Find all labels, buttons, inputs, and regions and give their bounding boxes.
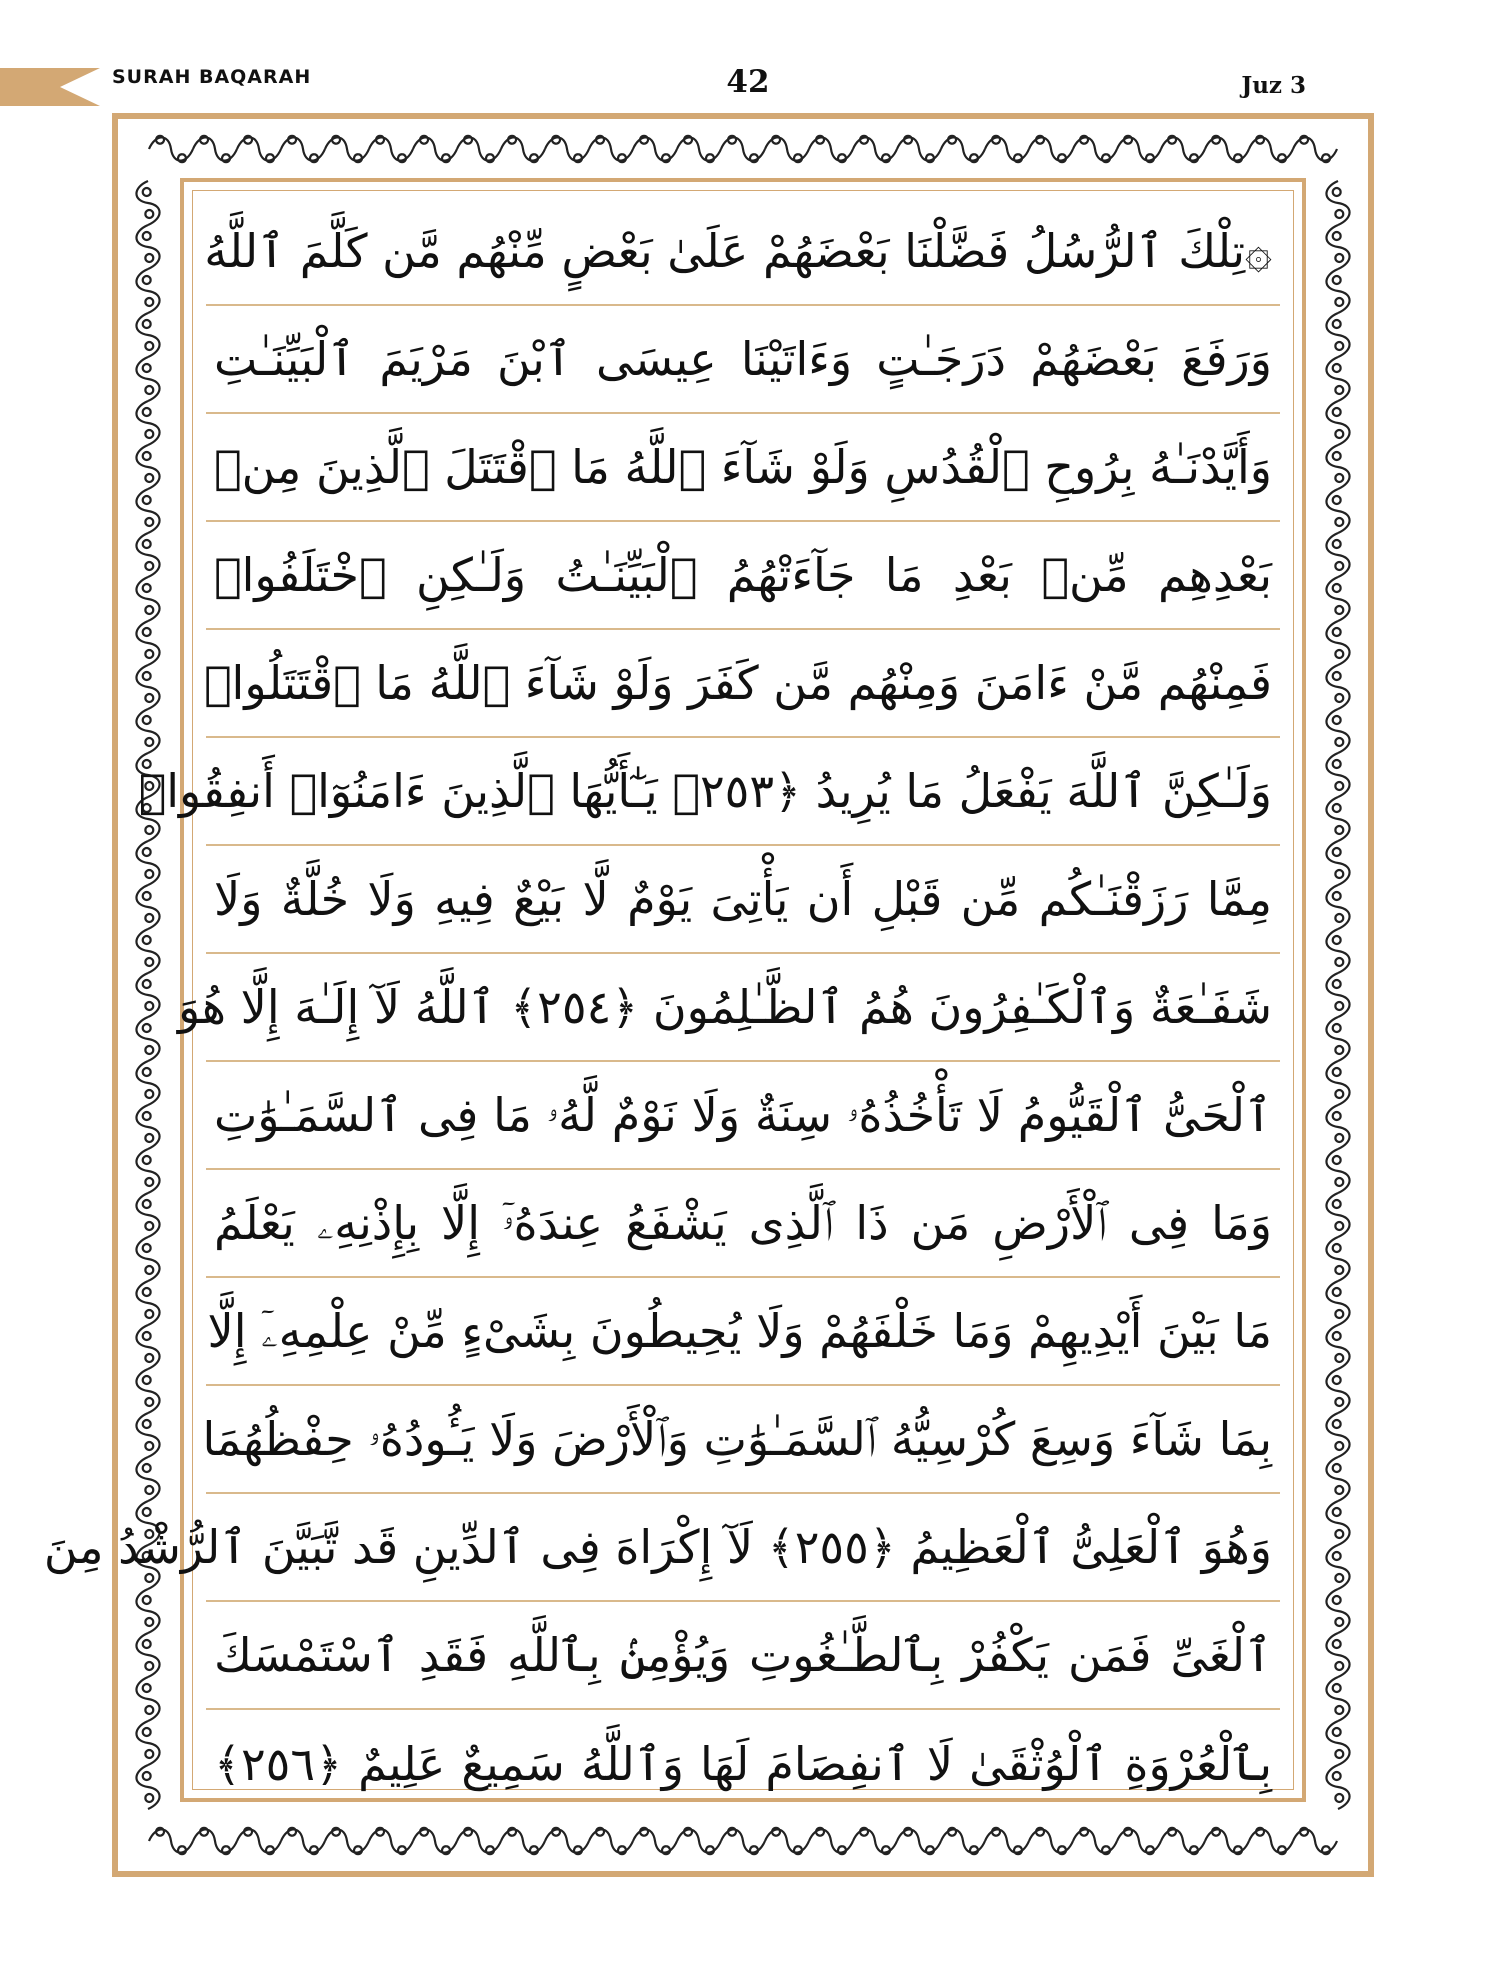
verse-line-8 (178, 954, 1280, 1062)
ornament-band-top (128, 127, 1358, 171)
verse-line-10 (206, 1170, 1280, 1278)
verse-line-14 (206, 1602, 1280, 1710)
verse-line-text: ٱلْغَىِّ فَمَن يَكْفُرْ بِٱلطَّـٰغُوتِ وَيُؤْمِنۢ بِٱللَّهِ فَقَدِ ٱسْتَمْسَكَ (214, 1628, 1272, 1682)
verse-line-13 (43, 1494, 1280, 1602)
verse-line-4 (206, 522, 1280, 630)
verse-line-text: شَفَـٰعَةٌ وَٱلْكَـٰفِرُونَ هُمُ ٱلظَّـٰلِمُونَ ﴿٢٥٤﴾ ٱللَّهُ لَآ إِلَـٰهَ إِلَّا هُوَ (178, 980, 1272, 1034)
text-panel (43, 178, 1306, 1802)
orn-top-svg (128, 127, 1358, 171)
page-number: 42 (726, 64, 770, 100)
verse-line-text: مَا بَيْنَ أَيْدِيهِمْ وَمَا خَلْفَهُمْ وَلَا يُحِيطُونَ بِشَىْءٍ مِّنْ عِلْمِهِۦٓ إِلَّا (207, 1304, 1272, 1358)
page-frame (43, 113, 1374, 1877)
juz-label: Juz 3 (1241, 72, 1306, 99)
ornament-band-right (1316, 171, 1360, 1819)
verse-line-11 (206, 1278, 1280, 1386)
verse-line-text: وَرَفَعَ بَعْضَهُمْ دَرَجَـٰتٍ وَءَاتَيْنَا عِيسَى ٱبْنَ مَرْيَمَ ٱلْبَيِّنَـٰتِ (214, 332, 1272, 386)
verse-line-text: وَلَـٰكِنَّ ٱللَّهَ يَفْعَلُ مَا يُرِيدُ ﴿٢٥٣﴾ يَـٰٓأَيُّهَا ٱلَّذِينَ ءَامَنُوٓا۟ أَنفِقُوا۟ (138, 764, 1272, 818)
verse-line-text: بَعْدِهِم مِّنۢ بَعْدِ مَا جَآءَتْهُمُ ٱلْبَيِّنَـٰتُ وَلَـٰكِنِ ٱخْتَلَفُوا۟ (214, 548, 1272, 602)
verse-line-2 (206, 306, 1280, 414)
verse-lines (43, 198, 1280, 1791)
verse-line-1 (206, 198, 1280, 306)
verse-line-text: مِمَّا رَزَقْنَـٰكُم مِّن قَبْلِ أَن يَأْتِىَ يَوْمٌ لَّا بَيْعٌ فِيهِ وَلَا خُلَّةٌ وَلَا (214, 872, 1272, 926)
verse-line-7 (206, 846, 1280, 954)
verse-line-text: وَمَا فِى ٱلْأَرْضِ مَن ذَا ٱلَّذِى يَشْفَعُ عِندَهُۥٓ إِلَّا بِإِذْنِهِۦ يَعْلَمُ (214, 1196, 1272, 1250)
orn-bottom-svg (128, 1819, 1358, 1863)
verse-line-5 (203, 630, 1280, 738)
verse-line-15 (206, 1710, 1280, 1818)
verse-line-text: ۞تِلْكَ ٱلرُّسُلُ فَضَّلْنَا بَعْضَهُمْ عَلَىٰ بَعْضٍ مِّنْهُم مَّن كَلَّمَ ٱللَّهُ (204, 224, 1272, 278)
surah-title: SURAH BAQARAH (112, 66, 312, 88)
verse-line-text: بِمَا شَآءَ وَسِعَ كُرْسِيُّهُ ٱلسَّمَـٰوَٰتِ وَٱلْأَرْضَ وَلَا يَـُٔودُهُۥ حِفْظُهُمَا (202, 1412, 1272, 1466)
verse-line-text: ٱلْحَىُّ ٱلْقَيُّومُ لَا تَأْخُذُهُۥ سِنَةٌ وَلَا نَوْمٌ لَّهُۥ مَا فِى ٱلسَّمَـٰوَٰتِ (214, 1088, 1272, 1142)
verse-line-text: فَمِنْهُم مَّنْ ءَامَنَ وَمِنْهُم مَّن كَفَرَ وَلَوْ شَآءَ ٱللَّهُ مَا ٱقْتَتَلُوا۟ (203, 656, 1272, 710)
verse-line-text: بِٱلْعُرْوَةِ ٱلْوُثْقَىٰ لَا ٱنفِصَامَ لَهَا وَٱللَّهُ سَمِيعٌ عَلِيمٌ ﴿٢٥٦﴾ (214, 1737, 1272, 1791)
orn-right-svg (1316, 171, 1360, 1819)
ornament-band-bottom (128, 1819, 1358, 1863)
verse-line-3 (206, 414, 1280, 522)
verse-line-text: وَهُوَ ٱلْعَلِىُّ ٱلْعَظِيمُ ﴿٢٥٥﴾ لَآ إِكْرَاهَ فِى ٱلدِّينِ قَد تَّبَيَّنَ ٱلرُّشْدُ مِنَ (43, 1520, 1272, 1574)
verse-line-text: وَأَيَّدْنَـٰهُ بِرُوحِ ٱلْقُدُسِ وَلَوْ شَآءَ ٱللَّهُ مَا ٱقْتَتَلَ ٱلَّذِينَ مِنۢ (214, 440, 1272, 494)
verse-line-9 (206, 1062, 1280, 1170)
verse-line-12 (202, 1386, 1280, 1494)
verse-line-6 (138, 738, 1280, 846)
